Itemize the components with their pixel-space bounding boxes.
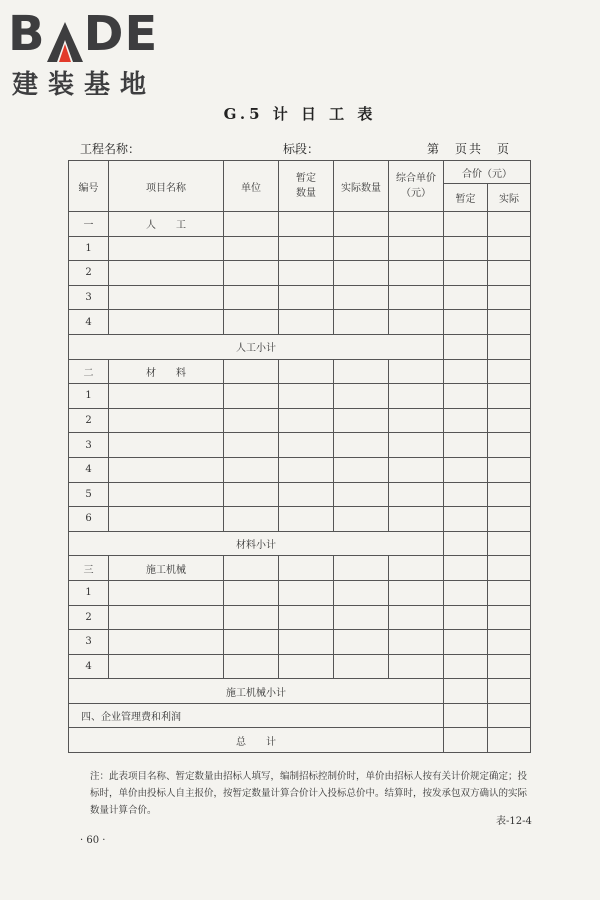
empty-cell xyxy=(488,507,531,532)
empty-cell xyxy=(389,433,444,458)
empty-cell xyxy=(109,285,224,310)
empty-cell xyxy=(488,285,531,310)
empty-cell xyxy=(444,703,488,728)
empty-cell xyxy=(109,482,224,507)
grand-total-row xyxy=(69,728,531,753)
empty-cell xyxy=(334,507,389,532)
empty-cell xyxy=(488,580,531,605)
section-header-row xyxy=(69,556,531,581)
empty-cell xyxy=(109,580,224,605)
empty-cell xyxy=(389,580,444,605)
empty-cell xyxy=(224,507,279,532)
empty-cell xyxy=(389,482,444,507)
empty-cell xyxy=(444,334,488,359)
empty-cell xyxy=(224,433,279,458)
empty-cell xyxy=(109,507,224,532)
section-header-row xyxy=(69,359,531,384)
header-total: 合价（元） xyxy=(444,161,531,184)
empty-cell xyxy=(334,556,389,581)
management-fee-row xyxy=(69,703,531,728)
empty-cell xyxy=(109,408,224,433)
table-row xyxy=(69,482,531,507)
empty-cell xyxy=(488,261,531,286)
section-name: 材 料 xyxy=(109,359,224,384)
empty-cell xyxy=(488,310,531,335)
subtotal-label: 施工机械小计 xyxy=(69,679,444,704)
empty-cell xyxy=(224,384,279,409)
empty-cell xyxy=(444,605,488,630)
empty-cell xyxy=(224,605,279,630)
empty-cell xyxy=(444,580,488,605)
empty-cell xyxy=(389,605,444,630)
brand-logo xyxy=(8,8,178,101)
empty-cell xyxy=(224,359,279,384)
empty-cell xyxy=(334,580,389,605)
empty-cell xyxy=(109,384,224,409)
management-fee-label: 四、企业管理费和利润 xyxy=(69,703,444,728)
empty-cell xyxy=(109,457,224,482)
logo-letter-b: B xyxy=(8,6,46,62)
subtotal-row xyxy=(69,679,531,704)
empty-cell xyxy=(109,630,224,655)
empty-cell xyxy=(279,433,334,458)
empty-cell xyxy=(444,261,488,286)
project-name-label: 工程名称： xyxy=(80,142,141,156)
empty-cell xyxy=(279,630,334,655)
section-no: 三 xyxy=(69,556,109,581)
table-row xyxy=(69,261,531,286)
empty-cell xyxy=(488,408,531,433)
empty-cell xyxy=(224,310,279,335)
empty-cell xyxy=(488,728,531,753)
logo-a-icon xyxy=(47,20,83,60)
subtotal-label: 材料小计 xyxy=(69,531,444,556)
empty-cell xyxy=(224,556,279,581)
empty-cell xyxy=(488,703,531,728)
empty-cell xyxy=(389,236,444,261)
table-row xyxy=(69,507,531,532)
header-no: 编号 xyxy=(69,161,109,212)
empty-cell xyxy=(279,384,334,409)
empty-cell xyxy=(224,630,279,655)
empty-cell xyxy=(444,556,488,581)
section-name: 人 工 xyxy=(109,212,224,237)
empty-cell xyxy=(444,236,488,261)
table-row xyxy=(69,433,531,458)
empty-cell xyxy=(488,679,531,704)
empty-cell xyxy=(279,457,334,482)
empty-cell xyxy=(444,212,488,237)
table-row xyxy=(69,605,531,630)
section-label: 标段： xyxy=(283,142,320,156)
empty-cell xyxy=(224,654,279,679)
daywork-table xyxy=(68,160,531,753)
table-note: 注：此表项目名称、暂定数量由招标人填写，编制招标控制价时，单价由招标人按有关计价规定确定；投标时，单价由投标人自主报价，按暂定数量计算合价计入投标总价中。结算时，按发承包双方确认的实际数量计算合价。 xyxy=(90,771,528,816)
empty-cell xyxy=(224,408,279,433)
header-unit: 单位 xyxy=(224,161,279,212)
empty-cell xyxy=(444,408,488,433)
row-no: 2 xyxy=(69,261,109,286)
empty-cell xyxy=(334,310,389,335)
row-no: 4 xyxy=(69,654,109,679)
row-no: 3 xyxy=(69,433,109,458)
empty-cell xyxy=(109,310,224,335)
subtotal-label: 人工小计 xyxy=(69,334,444,359)
logo-wordmark xyxy=(8,8,178,60)
empty-cell xyxy=(279,359,334,384)
table-row xyxy=(69,580,531,605)
table-row xyxy=(69,310,531,335)
empty-cell xyxy=(389,408,444,433)
page-title: G.5 计 日 工 表 xyxy=(223,105,377,123)
empty-cell xyxy=(109,654,224,679)
empty-cell xyxy=(279,261,334,286)
empty-cell xyxy=(444,630,488,655)
logo-subtitle: 建装基地 xyxy=(12,70,157,100)
row-no: 4 xyxy=(69,457,109,482)
empty-cell xyxy=(279,285,334,310)
table-row xyxy=(69,654,531,679)
empty-cell xyxy=(444,384,488,409)
empty-cell xyxy=(334,457,389,482)
empty-cell xyxy=(334,654,389,679)
empty-cell xyxy=(444,310,488,335)
empty-cell xyxy=(109,433,224,458)
page-count-label: 第 页共 页 xyxy=(427,142,512,156)
empty-cell xyxy=(334,285,389,310)
table-row xyxy=(69,384,531,409)
empty-cell xyxy=(389,310,444,335)
empty-cell xyxy=(488,482,531,507)
empty-cell xyxy=(389,654,444,679)
empty-cell xyxy=(279,580,334,605)
table-row xyxy=(69,408,531,433)
header-actual-qty: 实际数量 xyxy=(334,161,389,212)
empty-cell xyxy=(224,236,279,261)
table-code: 表-12-4 xyxy=(496,816,532,827)
header-planned-qty: 暂定 数量 xyxy=(279,161,334,212)
empty-cell xyxy=(444,507,488,532)
empty-cell xyxy=(488,212,531,237)
empty-cell xyxy=(109,236,224,261)
row-no: 6 xyxy=(69,507,109,532)
empty-cell xyxy=(279,605,334,630)
empty-cell xyxy=(334,236,389,261)
empty-cell xyxy=(109,261,224,286)
table-row xyxy=(69,457,531,482)
empty-cell xyxy=(488,531,531,556)
header-total-planned: 暂定 xyxy=(444,184,488,212)
empty-cell xyxy=(279,654,334,679)
empty-cell xyxy=(279,556,334,581)
empty-cell xyxy=(334,408,389,433)
row-no: 4 xyxy=(69,310,109,335)
empty-cell xyxy=(389,212,444,237)
table-row xyxy=(69,630,531,655)
empty-cell xyxy=(279,310,334,335)
empty-cell xyxy=(109,605,224,630)
empty-cell xyxy=(334,359,389,384)
empty-cell xyxy=(224,212,279,237)
empty-cell xyxy=(389,384,444,409)
page-number: · 60 · xyxy=(80,835,106,846)
section-no: 一 xyxy=(69,212,109,237)
empty-cell xyxy=(444,531,488,556)
empty-cell xyxy=(444,482,488,507)
empty-cell xyxy=(334,482,389,507)
empty-cell xyxy=(389,359,444,384)
empty-cell xyxy=(279,212,334,237)
row-no: 1 xyxy=(69,384,109,409)
row-no: 2 xyxy=(69,605,109,630)
section-header-row xyxy=(69,212,531,237)
subtotal-row xyxy=(69,334,531,359)
empty-cell xyxy=(334,384,389,409)
empty-cell xyxy=(334,605,389,630)
header-total-actual: 实际 xyxy=(488,184,531,212)
empty-cell xyxy=(488,236,531,261)
subtotal-row xyxy=(69,531,531,556)
empty-cell xyxy=(444,679,488,704)
empty-cell xyxy=(488,384,531,409)
section-no: 二 xyxy=(69,359,109,384)
table-body xyxy=(69,212,531,753)
table-row xyxy=(69,285,531,310)
empty-cell xyxy=(224,580,279,605)
empty-cell xyxy=(444,285,488,310)
empty-cell xyxy=(444,359,488,384)
row-no: 1 xyxy=(69,236,109,261)
empty-cell xyxy=(488,605,531,630)
empty-cell xyxy=(488,556,531,581)
empty-cell xyxy=(444,654,488,679)
empty-cell xyxy=(488,457,531,482)
table-row xyxy=(69,236,531,261)
empty-cell xyxy=(334,630,389,655)
empty-cell xyxy=(279,507,334,532)
header-name: 项目名称 xyxy=(109,161,224,212)
empty-cell xyxy=(488,630,531,655)
empty-cell xyxy=(279,482,334,507)
empty-cell xyxy=(224,482,279,507)
row-no: 1 xyxy=(69,580,109,605)
empty-cell xyxy=(389,556,444,581)
empty-cell xyxy=(444,728,488,753)
empty-cell xyxy=(444,433,488,458)
logo-letters-de: DE xyxy=(83,6,159,62)
grand-total-label: 总 计 xyxy=(69,728,444,753)
row-no: 2 xyxy=(69,408,109,433)
empty-cell xyxy=(488,654,531,679)
row-no: 5 xyxy=(69,482,109,507)
empty-cell xyxy=(224,285,279,310)
empty-cell xyxy=(389,507,444,532)
empty-cell xyxy=(488,334,531,359)
empty-cell xyxy=(224,261,279,286)
empty-cell xyxy=(444,457,488,482)
empty-cell xyxy=(389,457,444,482)
empty-cell xyxy=(334,212,389,237)
row-no: 3 xyxy=(69,285,109,310)
header-unit-price: 综合单价 （元） xyxy=(389,161,444,212)
empty-cell xyxy=(279,408,334,433)
empty-cell xyxy=(389,285,444,310)
row-no: 3 xyxy=(69,630,109,655)
empty-cell xyxy=(389,630,444,655)
empty-cell xyxy=(488,359,531,384)
empty-cell xyxy=(279,236,334,261)
empty-cell xyxy=(224,457,279,482)
empty-cell xyxy=(334,261,389,286)
empty-cell xyxy=(488,433,531,458)
empty-cell xyxy=(389,261,444,286)
empty-cell xyxy=(334,433,389,458)
section-name: 施工机械 xyxy=(109,556,224,581)
